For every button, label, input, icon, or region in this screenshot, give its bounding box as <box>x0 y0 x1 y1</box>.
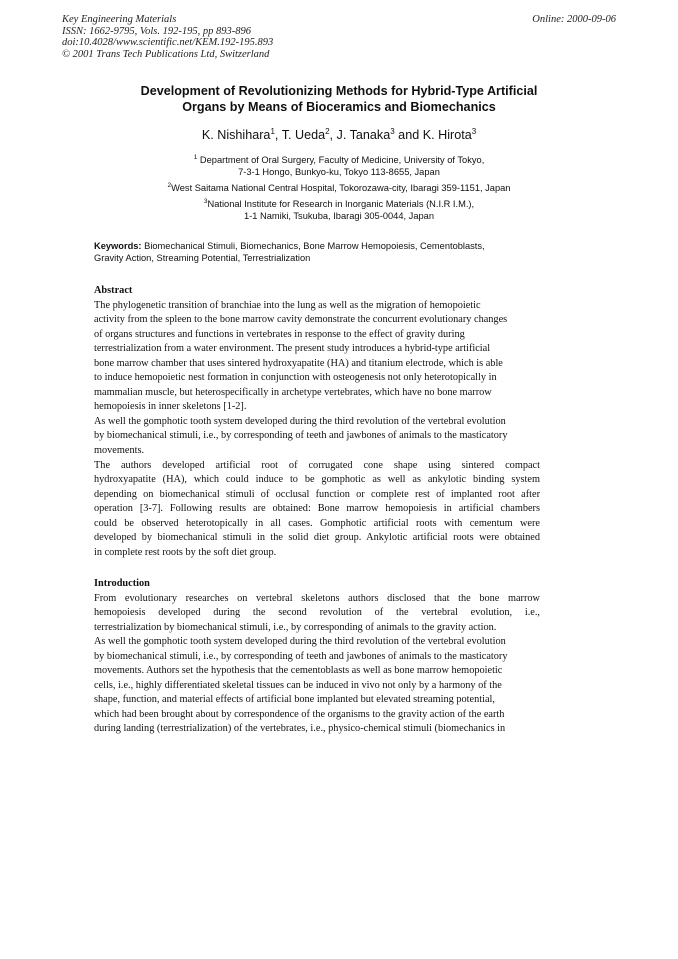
text-line: during landing (terrestrialization) of the vertebrates, i.e., physico-chemical stimuli (biomechanics in <box>94 723 506 735</box>
journal-issn: ISSN: 1662-9795, Vols. 192-195, pp 893-896 <box>62 25 251 37</box>
affiliation-line <box>62 196 616 210</box>
affiliation-line: 1-1 Namiki, Tsukuba, Ibaragi 305-0044, Japan <box>243 211 434 222</box>
text-line: of organs structures and functions in vertebrates in response to the effect of gravity during <box>94 328 465 340</box>
journal-copyright: © 2001 Trans Tech Publications Ltd, Switzerland <box>62 48 270 60</box>
author-affil-sup: 3 <box>471 127 477 136</box>
author-sep: , <box>329 128 337 143</box>
text-line: hemopoiesis developed during the second revolution of the vertebral evolution, i.e., <box>94 607 540 619</box>
text-line: operation [3-7]. Following results are obtained: Bone marrow hemopoiesis in artificial chambers <box>94 503 540 515</box>
keywords <box>94 240 584 264</box>
text-line: by biomechanical stimuli, i.e., by corresponding of teeth and jawbones of animals to the masticatory <box>94 650 508 662</box>
journal-header <box>62 14 273 60</box>
keywords-line <box>94 240 584 252</box>
title-line: Development of Revolutionizing Methods for Hybrid-Type Artificial <box>140 84 538 98</box>
introduction-heading: Introduction <box>94 578 150 589</box>
text-line: shape, function, and material effects of artificial bone implanted but elevated streaming potential, <box>94 694 495 706</box>
text-line: From evolutionary researches on vertebral skeletons authors disclosed that the bone marrow <box>94 592 540 604</box>
affiliation-text: Department of Oral Surgery, Faculty of Medicine, University of Tokyo, <box>199 155 485 166</box>
keywords-text: Biomechanical Stimuli, Biomechanics, Bone Marrow Hemopoiesis, Cementoblasts, <box>141 241 485 251</box>
affiliation <box>62 180 616 194</box>
author-name: T. Ueda <box>281 128 326 143</box>
text-line: terrestrialization by biomechanical stimuli, i.e., by corresponding of animals to the gravity action. <box>94 621 497 633</box>
affiliation-line <box>62 152 616 166</box>
text-line: cells, i.e., highly differentiated skeletal tissues can be induced in vivo not only by a harmony of the <box>94 679 502 691</box>
text-line: movements. <box>94 445 145 457</box>
keywords-line: Gravity Action, Streaming Potential, Terrestrialization <box>94 253 311 264</box>
author-affil-sup: 3 <box>390 127 395 136</box>
text-line: hemopoiesis in inner skeletons [1-2]. <box>94 401 247 413</box>
affiliation-line <box>62 180 616 194</box>
text-line: which had been brought about by correspondence of the organisms to the gravity action of the earth <box>94 708 505 720</box>
text-line: by biomechanical stimuli, i.e., by corresponding of teeth and jawbones of animals to the masticatory <box>94 430 508 442</box>
abstract-body <box>94 299 540 561</box>
author-list <box>62 127 616 142</box>
journal-doi: doi:10.4028/www.scientific.net/KEM.192-195.893 <box>62 37 274 49</box>
abstract-section <box>94 284 540 560</box>
keywords-label: Keywords: <box>94 241 142 251</box>
introduction-section <box>94 577 540 737</box>
text-line: terrestrialization from a water environment. The present study introduces a hybrid-type artificial <box>94 343 491 355</box>
text-line: bone marrow chamber that uses sintered hydroxyapatite (HA) and titanium electrode, which is able <box>94 357 503 369</box>
author-name: K. Nishihara <box>201 128 271 143</box>
text-line: developed by biomechanical stimuli in the solid diet group. Ankylotic artificial roots were obtained <box>94 532 540 544</box>
text-line: depending on biomechanical stimuli of occlusal function or complete rest of implanted root after <box>94 488 540 500</box>
affiliation-sup: 3 <box>203 198 208 206</box>
author-affil-sup: 2 <box>325 127 330 136</box>
text-line: The phylogenetic transition of branchiae into the lung as well as the migration of hemopoietic <box>94 299 481 311</box>
author-affil-sup: 1 <box>270 127 275 136</box>
text-line: As well the gomphotic tooth system developed during the third revolution of the vertebral evolution <box>94 415 506 427</box>
text-line: activity from the spleen to the bone marrow cavity demonstrate the concurrent evolutionary changes <box>94 314 508 326</box>
text-line: could be observed heterotopically in all cases. Gomphotic artificial roots with cementum were <box>94 517 540 529</box>
affiliation-sup: 1 <box>193 154 198 161</box>
affiliation <box>62 196 616 222</box>
text-line: to induce hemopoietic nest formation in conjunction with osteogenesis not only heterotopically in <box>94 372 497 384</box>
affiliation-sup: 2 <box>167 182 172 190</box>
text-line: hydroxyapatite (HA), which could induce to be gomphotic as well as ankylotic binding system <box>94 474 540 486</box>
text-line: As well the gomphotic tooth system developed during the third revolution of the vertebral evolution <box>94 636 506 648</box>
title-line: Organs by Means of Bioceramics and Biomechanics <box>182 99 496 114</box>
text-line: The authors developed artificial root of corrugated cone shape using sintered compact <box>94 459 540 471</box>
author-sep: and <box>394 128 423 143</box>
journal-name: Key Engineering Materials <box>62 14 177 25</box>
affiliation-text: West Saitama National Central Hospital, Tokorozawa-city, Ibaragi 359-1151, Japan <box>171 183 511 194</box>
text-line: mammalian muscle, but heterospecifically in archetype vertebrates, which have no bone marrow <box>94 386 492 398</box>
text-line: movements. Authors set the hypothesis that the cementoblasts as well as bone marrow hemopoietic <box>94 665 503 677</box>
author-name: J. Tanaka <box>336 128 391 143</box>
online-date: Online: 2000-09-06 <box>532 14 616 25</box>
text-line: in complete rest roots by the soft diet group. <box>94 546 277 558</box>
author-name: K. Hirota <box>422 128 472 143</box>
affiliations <box>62 152 616 224</box>
affiliation <box>62 152 616 178</box>
affiliation-text: National Institute for Research in Inorganic Materials (N.I.R I.M.), <box>207 199 475 210</box>
author-sep: , <box>274 128 282 143</box>
paper-title <box>62 84 616 115</box>
affiliation-line: 7-3-1 Hongo, Bunkyo-ku, Tokyo 113-8655, Japan <box>238 167 440 178</box>
introduction-body <box>94 592 540 737</box>
abstract-heading: Abstract <box>94 285 133 296</box>
